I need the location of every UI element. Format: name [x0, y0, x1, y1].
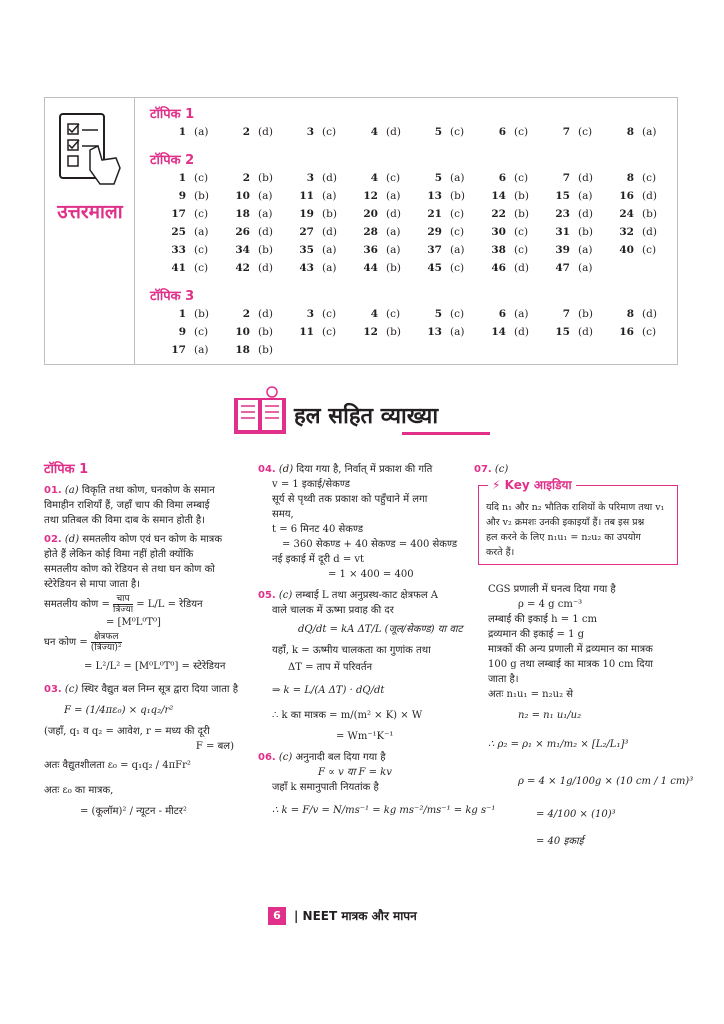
answer-option: (b): [258, 244, 273, 256]
answer-option: (a): [578, 190, 593, 202]
answer-option: (b): [258, 326, 273, 338]
key-idea-title: [488, 476, 576, 493]
answer-question-number: 13: [427, 326, 442, 338]
answer-question-number: 46: [491, 262, 506, 274]
answer-row: [150, 262, 670, 280]
key-idea-line: यदि n₁ और n₂ भौतिक राशियों के परिमाण तथा v₁: [486, 502, 665, 513]
key-idea-text: [486, 500, 672, 560]
equation-line: ∴ k का मात्रक = m/(m² × K) × W: [272, 710, 423, 721]
question-number: 02.: [44, 534, 62, 545]
answer-question-number: 8: [626, 126, 634, 138]
question-answer: (a): [64, 485, 79, 496]
answer-question-number: 11: [299, 190, 314, 202]
answer-question-number: 8: [626, 172, 634, 184]
answer-question-number: 6: [498, 172, 506, 184]
key-idea-line: करते हैं।: [486, 547, 515, 558]
answer-question-number: 27: [299, 226, 314, 238]
answer-question-number: 30: [491, 226, 506, 238]
answer-topic-heading: टॉपिक 3: [150, 289, 195, 304]
answer-option: (b): [450, 190, 465, 202]
answer-option: (b): [578, 308, 593, 320]
answer-question-number: 43: [299, 262, 314, 274]
answer-option: (a): [194, 226, 209, 238]
answer-row: [150, 126, 670, 144]
answer-question-number: 45: [427, 262, 442, 274]
answer-question-number: 14: [491, 326, 506, 338]
question-02: [44, 532, 244, 547]
answer-option: (c): [642, 244, 657, 256]
answer-question-number: 32: [619, 226, 634, 238]
solid-angle-equation: [44, 632, 244, 653]
answer-question-number: 37: [427, 244, 442, 256]
answer-question-number: 10: [235, 326, 250, 338]
answer-option: (a): [322, 244, 337, 256]
key-idea-label: Key आइडिया: [504, 478, 572, 492]
answer-option: (d): [514, 326, 529, 338]
q07-solution: [488, 582, 694, 849]
question-04: [258, 462, 470, 477]
question-03: [44, 682, 244, 697]
solution-text: ΔT = ताप में परिवर्तन: [288, 662, 373, 673]
answer-option: (d): [322, 226, 337, 238]
equation-line: F ∝ v या F = kv: [318, 767, 392, 778]
answer-row: [150, 344, 670, 362]
answer-question-number: 39: [555, 244, 570, 256]
answer-question-number: 42: [235, 262, 250, 274]
page-number: 6: [268, 907, 286, 925]
answer-option: (d): [642, 308, 657, 320]
solution-text: तथा प्रतिबल की विमा दाब के समान होती है।: [44, 515, 206, 526]
answer-question-number: 25: [171, 226, 186, 238]
solution-text: विकृति तथा कोण, घनकोण के समान: [81, 485, 215, 496]
answer-option: (c): [642, 326, 657, 338]
solution-text: अनुनादी बल दिया गया है: [295, 752, 386, 763]
answer-option: (b): [578, 226, 593, 238]
answer-question-number: 19: [299, 208, 314, 220]
solution-text: (जहाँ, q₁ व q₂ = आवेश, r = मध्य की दूरी: [44, 726, 210, 737]
answer-option: (d): [258, 308, 273, 320]
solution-text: विमाहीन राशियाँ हैं, जहाँ चाप की विमा लम्बाई: [44, 500, 210, 511]
answer-question-number: 4: [370, 172, 378, 184]
equation-line: = (कूलॉम)² / न्यूटन - मीटर²: [80, 806, 187, 817]
solution-text: t = 6 मिनट 40 सेकण्ड: [272, 524, 364, 535]
answer-topic-heading: टॉपिक 2: [150, 153, 195, 168]
answer-option: (c): [194, 208, 209, 220]
solution-text: समतलीय कोण एवं घन कोण के मात्रक: [82, 534, 222, 545]
answer-option: (a): [514, 308, 529, 320]
answer-option: (b): [642, 208, 657, 220]
question-answer: (d): [278, 464, 294, 475]
answer-question-number: 17: [171, 344, 186, 356]
solution-text: सूर्य से पृथ्वी तक प्रकाश को पहुँचाने में लगा: [272, 494, 428, 505]
solution-text: अतः n₁u₁ = n₂u₂ से: [488, 689, 574, 700]
question-number: 05.: [258, 590, 276, 601]
question-01: [44, 483, 244, 498]
answer-option: (d): [258, 262, 273, 274]
solution-text: नई इकाई में दूरी d = vt: [272, 554, 365, 565]
answer-question-number: 47: [555, 262, 570, 274]
answer-option: (a): [194, 344, 209, 356]
solution-text: = 360 सेकण्ड + 40 सेकण्ड = 400 सेकण्ड: [282, 539, 458, 550]
answer-option: (c): [450, 208, 465, 220]
answer-option: (c): [450, 262, 465, 274]
answer-option: (b): [514, 208, 529, 220]
answer-question-number: 11: [299, 326, 314, 338]
answer-row: [150, 226, 670, 244]
equation-line: = L²/L² = [M⁰L⁰T⁰] = स्टेरेडियन: [84, 661, 226, 672]
answer-option: (d): [642, 226, 657, 238]
solutions-heading: हल सहित व्याख्या: [294, 404, 439, 429]
answer-question-number: 1: [178, 172, 186, 184]
answer-question-number: 1: [178, 126, 186, 138]
question-06: [258, 750, 470, 765]
answer-question-number: 7: [562, 172, 570, 184]
answer-option: (a): [450, 172, 465, 184]
answer-option: (c): [642, 172, 657, 184]
solutions-column-1: [44, 462, 244, 819]
heading-underline: [402, 432, 490, 435]
answer-option: (c): [386, 308, 401, 320]
answer-question-number: 10: [235, 190, 250, 202]
question-number: 07.: [474, 464, 492, 475]
key-idea-line: हल करने के लिए n₁u₁ = n₂u₂ का उपयोग: [486, 532, 641, 543]
question-answer: (c): [278, 590, 293, 601]
answer-question-number: 15: [555, 190, 570, 202]
book-icon: [232, 386, 288, 438]
answer-question-number: 1: [178, 308, 186, 320]
equation-label: समतलीय कोण =: [44, 599, 110, 610]
answer-question-number: 9: [178, 190, 186, 202]
answer-option: (d): [258, 226, 273, 238]
solution-text: F = बल): [195, 741, 234, 752]
answer-row: [150, 326, 670, 344]
answer-option: (b): [322, 208, 337, 220]
answer-option: (b): [194, 308, 209, 320]
answer-question-number: 5: [434, 126, 442, 138]
answer-option: (c): [514, 244, 529, 256]
answer-option: (a): [322, 262, 337, 274]
checklist-icon: [56, 110, 128, 190]
answer-key-topics: [150, 104, 670, 368]
answer-topic-heading: टॉपिक 1: [150, 107, 195, 122]
answer-option: (c): [322, 308, 337, 320]
numerator: क्षेत्रफल: [93, 632, 119, 642]
question-number: 06.: [258, 752, 276, 763]
equation-line: ρ = 4 × 1g/100g × (10 cm / 1 cm)³: [518, 776, 694, 787]
answer-option: (d): [386, 208, 401, 220]
answer-question-number: 41: [171, 262, 186, 274]
answer-question-number: 9: [178, 326, 186, 338]
answer-option: (b): [514, 190, 529, 202]
answer-question-number: 34: [235, 244, 250, 256]
equation-line: ρ = 4 g cm⁻³: [518, 599, 583, 610]
answer-option: (c): [194, 262, 209, 274]
answer-question-number: 18: [235, 344, 250, 356]
topic-heading: टॉपिक 1: [44, 462, 89, 477]
lightning-icon: ⚡: [492, 478, 501, 492]
answer-option: (a): [194, 126, 209, 138]
answer-option: (c): [322, 126, 337, 138]
answer-question-number: 2: [242, 126, 250, 138]
answer-question-number: 18: [235, 208, 250, 220]
answer-option: (b): [258, 172, 273, 184]
answer-question-number: 14: [491, 190, 506, 202]
solution-text: स्थिर वैद्युत बल निम्न सूत्र द्वारा दिया जाता है: [81, 684, 238, 695]
answer-question-number: 17: [171, 208, 186, 220]
solutions-column-3: [474, 462, 680, 477]
question-number: 01.: [44, 485, 62, 496]
answer-question-number: 23: [555, 208, 570, 220]
answer-option: (b): [194, 190, 209, 202]
equation-line: n₂ = n₁ u₁/u₂: [518, 710, 582, 721]
answer-option: (d): [258, 126, 273, 138]
answer-question-number: 26: [235, 226, 250, 238]
answer-question-number: 22: [491, 208, 506, 220]
answer-option: (c): [322, 326, 337, 338]
answer-option: (a): [386, 226, 401, 238]
answer-option: (d): [578, 208, 593, 220]
answer-question-number: 6: [498, 126, 506, 138]
answer-question-number: 7: [562, 308, 570, 320]
question-number: 04.: [258, 464, 276, 475]
solution-text: अतः ε₀ का मात्रक,: [44, 785, 114, 796]
question-05: [258, 588, 470, 603]
answer-question-number: 38: [491, 244, 506, 256]
answer-question-number: 3: [306, 126, 314, 138]
solution-text: जहाँ k समानुपाती नियतांक है: [272, 782, 379, 793]
answer-option: (d): [322, 172, 337, 184]
equation-line: = [M⁰L⁰T⁰]: [106, 617, 161, 628]
solution-text: द्रव्यमान की इकाई = 1 g: [488, 629, 585, 640]
answer-option: (a): [578, 244, 593, 256]
answer-question-number: 12: [363, 326, 378, 338]
solution-text: जाता है।: [488, 674, 519, 685]
answer-option: (b): [258, 344, 273, 356]
answer-question-number: 8: [626, 308, 634, 320]
answer-option: (b): [386, 262, 401, 274]
solution-text: दिया गया है, निर्वात् में प्रकाश की गति: [296, 464, 433, 475]
question-answer: (c): [64, 684, 79, 695]
answer-question-number: 16: [619, 326, 634, 338]
answer-option: (c): [450, 308, 465, 320]
solution-text: यहाँ, k = ऊष्मीय चालकता का गुणांक तथा: [272, 645, 431, 656]
answer-question-number: 29: [427, 226, 442, 238]
answer-option: (c): [194, 172, 209, 184]
answer-option: (d): [642, 190, 657, 202]
equation-rhs: = L/L = रेडियन: [136, 599, 203, 610]
equation-line: ∴ ρ₂ = ρ₁ × m₁/m₂ × [L₂/L₁]³: [488, 739, 629, 750]
equation-line: = Wm⁻¹K⁻¹: [336, 731, 394, 742]
solution-text: मात्रकों की अन्य प्रणाली में द्रव्यमान का मात्रक: [488, 644, 653, 655]
answer-option: (a): [258, 190, 273, 202]
fraction: [91, 632, 122, 653]
solution-text: होते हैं लेकिन कोई विमा नहीं होती क्योंकि: [44, 549, 194, 560]
solution-text: v = 1 इकाई/सेकण्ड: [272, 479, 350, 490]
solution-text: समय,: [272, 509, 294, 520]
question-answer: (c): [278, 752, 293, 763]
answer-question-number: 33: [171, 244, 186, 256]
answer-question-number: 20: [363, 208, 378, 220]
answer-option: (a): [322, 190, 337, 202]
answer-question-number: 5: [434, 308, 442, 320]
answer-question-number: 28: [363, 226, 378, 238]
equation-line: ⇒ k = L/(A ΔT) · dQ/dt: [272, 685, 385, 696]
answer-option: (b): [386, 326, 401, 338]
answer-question-number: 4: [370, 126, 378, 138]
answer-question-number: 7: [562, 126, 570, 138]
answer-option: (c): [450, 226, 465, 238]
answer-option: (d): [514, 262, 529, 274]
answer-option: (d): [578, 326, 593, 338]
key-idea-line: और v₂ क्रमशः उनकी इकाइयाँ हैं। तब इस प्रश्न: [486, 517, 645, 528]
answer-question-number: 3: [306, 308, 314, 320]
answer-row: [150, 208, 670, 226]
answer-option: (d): [578, 172, 593, 184]
answer-row: [150, 172, 670, 190]
solution-text: स्टेरेडियन से मापा जाता है।: [44, 579, 141, 590]
answer-question-number: 21: [427, 208, 442, 220]
answer-option: (c): [514, 226, 529, 238]
answer-question-number: 40: [619, 244, 634, 256]
answer-question-number: 24: [619, 208, 634, 220]
equation-label: घन कोण =: [44, 637, 88, 648]
question-number: 03.: [44, 684, 62, 695]
answer-question-number: 31: [555, 226, 570, 238]
answer-question-number: 36: [363, 244, 378, 256]
answer-question-number: 13: [427, 190, 442, 202]
answer-option: (c): [514, 126, 529, 138]
solution-text: = 1 × 400 = 400: [328, 569, 414, 580]
equation-line: अतः वैद्युतशीलता ε₀ = q₁q₂ / 4πFr²: [44, 760, 191, 771]
answer-question-number: 4: [370, 308, 378, 320]
question-answer: (c): [494, 464, 509, 475]
solution-text: लम्बाई L तथा अनुप्रस्थ-काट क्षेत्रफल A: [295, 590, 439, 601]
answer-option: (c): [194, 244, 209, 256]
answer-question-number: 5: [434, 172, 442, 184]
solution-text: वाले चालक में ऊष्मा प्रवाह की दर: [272, 605, 394, 616]
question-07: [474, 462, 680, 477]
denominator: (त्रिज्या)²: [90, 643, 122, 653]
equation-line: F = (1/4πε₀) × q₁q₂/r²: [64, 705, 174, 716]
answer-question-number: 2: [242, 308, 250, 320]
answer-option: (c): [514, 172, 529, 184]
answer-key-divider: [134, 97, 135, 365]
answer-option: (a): [386, 244, 401, 256]
answer-option: (a): [450, 244, 465, 256]
solution-text: लम्बाई की इकाई h = 1 cm: [488, 614, 597, 625]
answer-option: (c): [194, 326, 209, 338]
answer-option: (a): [642, 126, 657, 138]
answer-option: (a): [258, 208, 273, 220]
answer-row: [150, 308, 670, 326]
answer-question-number: 15: [555, 326, 570, 338]
answer-option: (a): [578, 262, 593, 274]
equation-line: = 40 इकाई: [536, 836, 584, 847]
equation-line: ∴ k = F/v = N/ms⁻¹ = kg ms⁻²/ms⁻¹ = kg s⁻¹: [272, 805, 496, 816]
solution-text: समतलीय कोण को रेडियन से तथा घन कोण को: [44, 564, 215, 575]
answer-option: (a): [386, 190, 401, 202]
numerator: चाप: [116, 594, 130, 604]
footer-chapter: | NEET मात्रक और मापन: [294, 909, 417, 923]
answer-question-number: 16: [619, 190, 634, 202]
answer-question-number: 6: [498, 308, 506, 320]
denominator: त्रिज्या: [113, 605, 134, 615]
answer-option: (c): [450, 126, 465, 138]
fraction: [113, 594, 133, 615]
answer-question-number: 12: [363, 190, 378, 202]
plane-angle-equation: [44, 594, 244, 615]
answer-row: [150, 190, 670, 208]
answer-option: (c): [578, 126, 593, 138]
answer-question-number: 2: [242, 172, 250, 184]
answer-question-number: 44: [363, 262, 378, 274]
solution-text: CGS प्रणाली में घनत्व दिया गया है: [488, 584, 616, 595]
equation-line: dQ/dt = kA ΔT/L (जूल/सेकण्ड) या वाट: [298, 624, 463, 635]
answer-key-label: उत्तरमाला: [57, 201, 123, 223]
answer-option: (c): [386, 172, 401, 184]
equation-line: = 4/100 × (10)³: [536, 809, 616, 820]
answer-question-number: 3: [306, 172, 314, 184]
solution-text: 100 g तथा लम्बाई का मात्रक 10 cm दिया: [488, 659, 653, 670]
answer-question-number: 35: [299, 244, 314, 256]
answer-option: (a): [450, 326, 465, 338]
answer-row: [150, 244, 670, 262]
answer-option: (d): [386, 126, 401, 138]
question-answer: (d): [64, 534, 80, 545]
